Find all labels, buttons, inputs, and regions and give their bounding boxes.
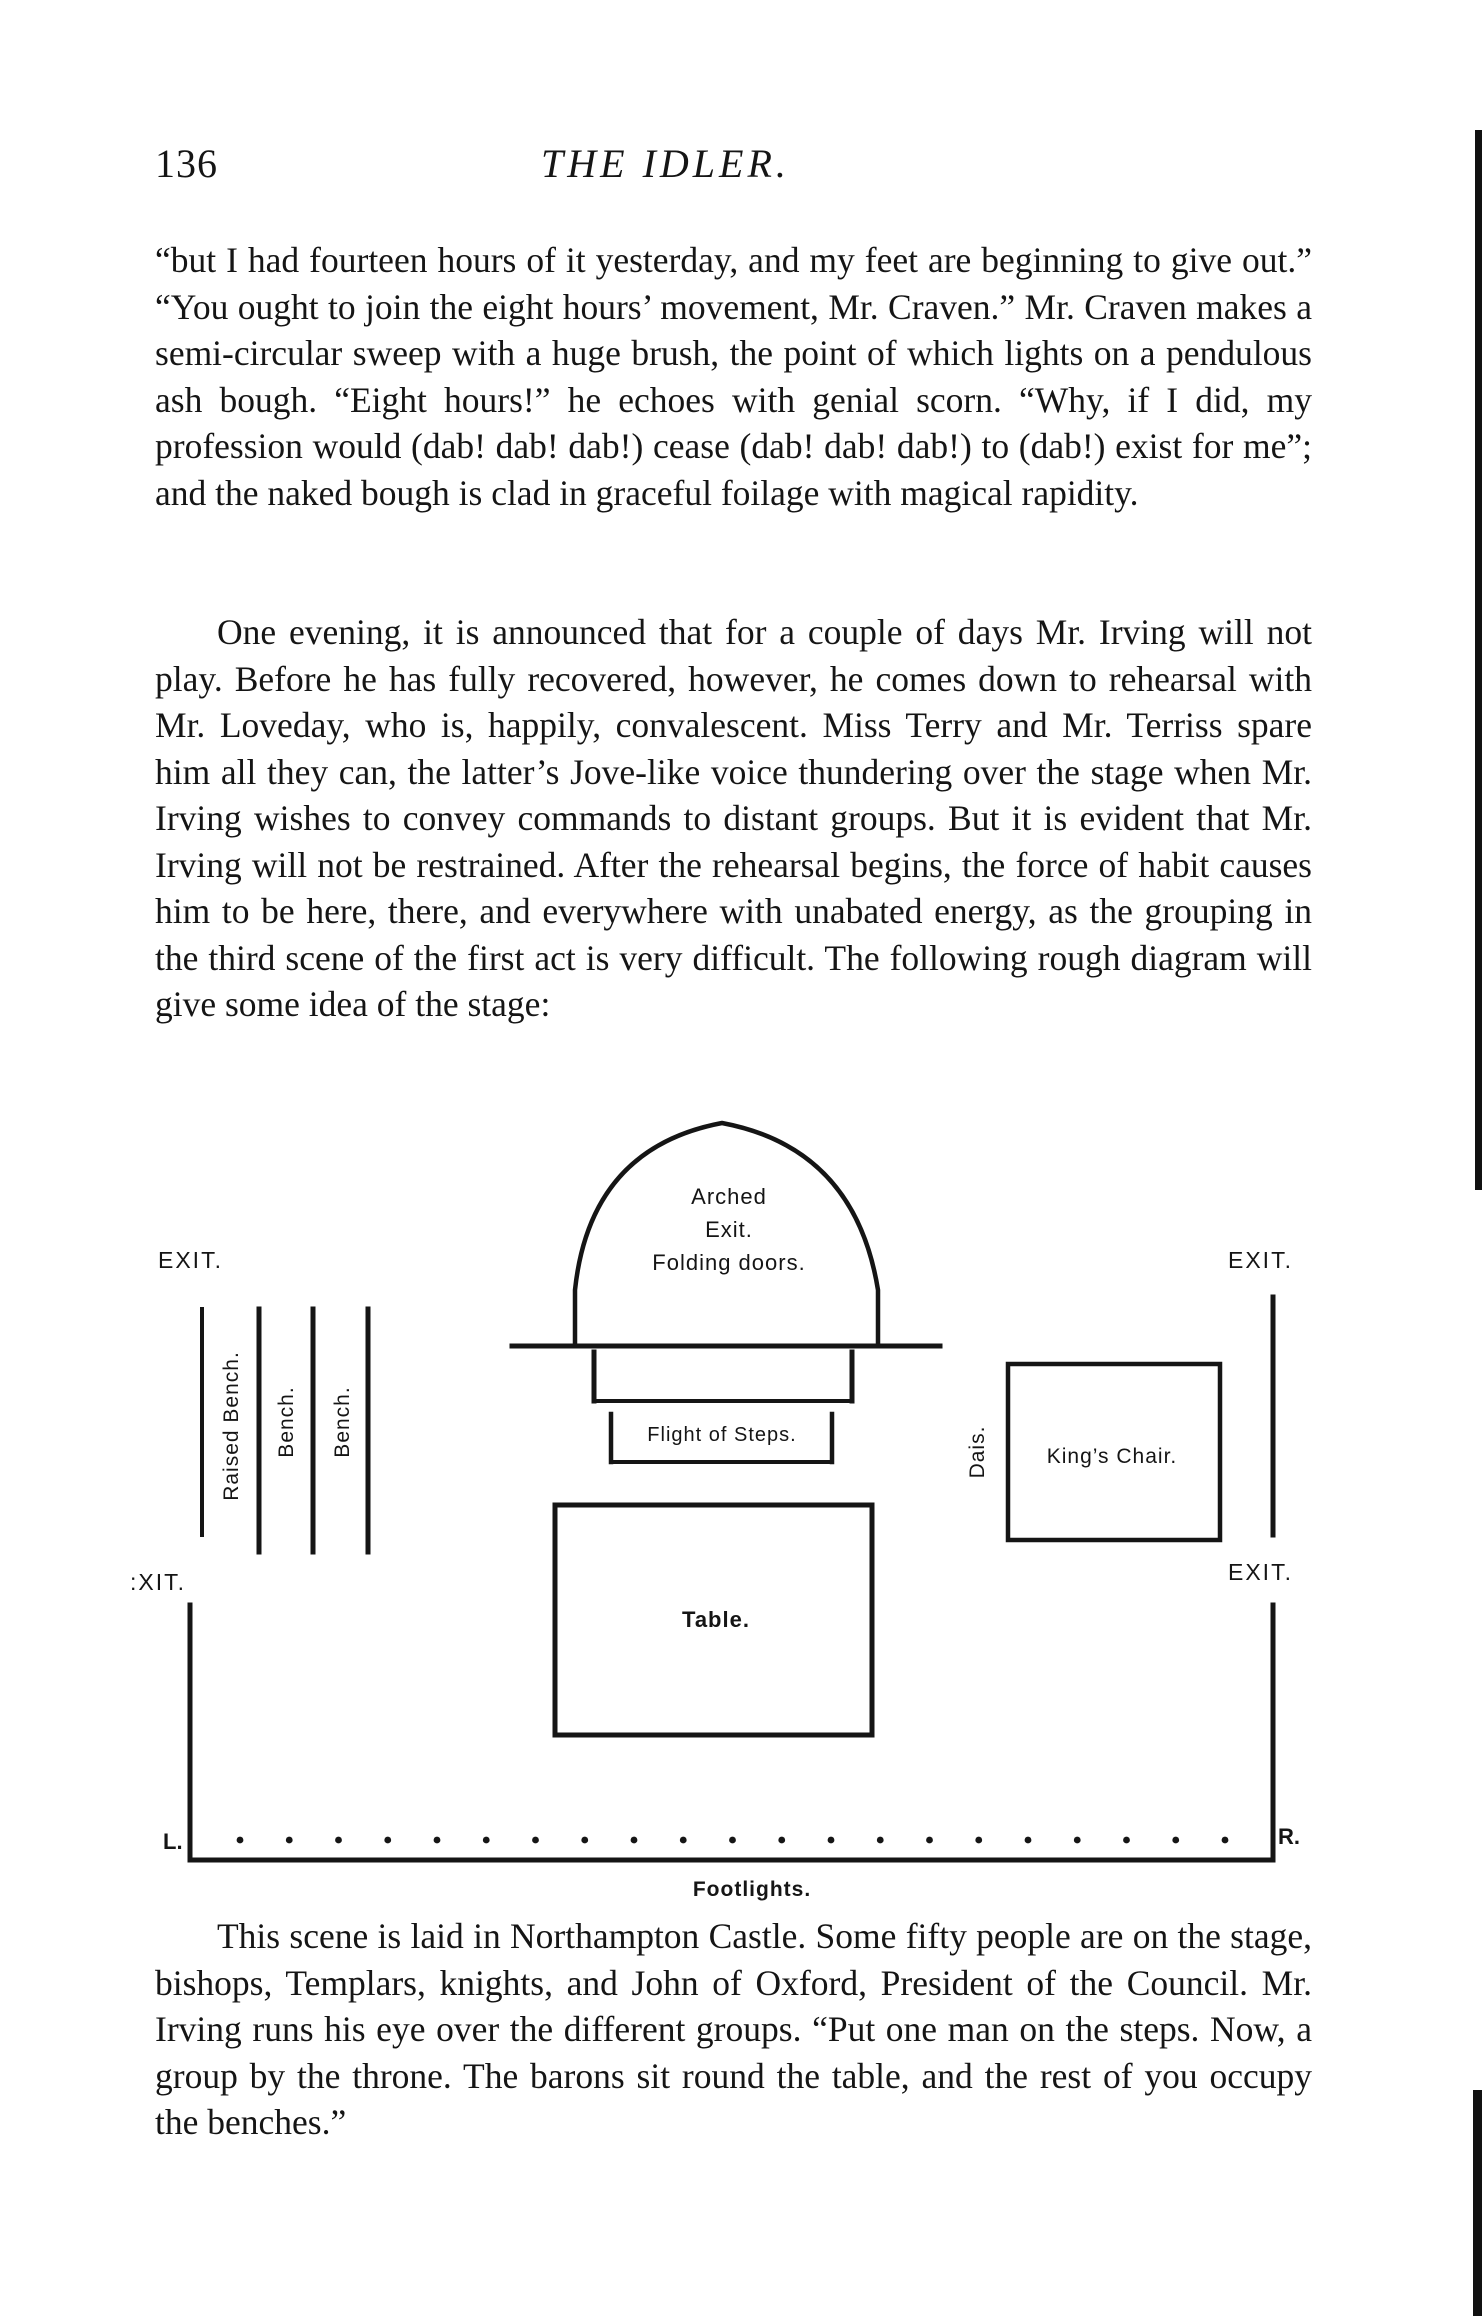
footlight-dot [778, 1837, 785, 1844]
journal-title: THE IDLER. [541, 141, 790, 186]
footlight-dot [1025, 1837, 1032, 1844]
steps-label: Flight of Steps. [647, 1424, 797, 1446]
exit-top-left: EXIT. [158, 1247, 223, 1273]
bench-1-label: Bench. [275, 1386, 298, 1458]
footlight-dot [286, 1837, 293, 1844]
arched-exit-label-2: Exit. [705, 1217, 753, 1242]
footlight-dot [975, 1837, 982, 1844]
footlight-dot [1074, 1837, 1081, 1844]
footlight-dot [532, 1837, 539, 1844]
arched-exit-label-3: Folding doors. [652, 1250, 806, 1275]
arched-exit-label-1: Arched [691, 1184, 767, 1209]
kings-chair-label: King’s Chair. [1046, 1445, 1178, 1468]
footlight-dot [581, 1837, 588, 1844]
table-label: Table. [682, 1607, 750, 1632]
raised-bench-label: Raised Bench. [220, 1351, 243, 1501]
paragraph-2: One evening, it is announced that for a couple of days Mr. Irving will not play. Before he has fully recovered, however, he comes down to rehearsal with Mr. Loveday, who is, happily, convalescent. Miss Terry and Mr. Terriss spare him all they can, the latter’s Jove-like voice thundering over the stage when Mr. Irving wishes to convey commands to distant groups. But it is evident that Mr. Irving will not be restrained. After the rehearsal begins, the force of habit causes him to be here, there, and everywhere with unabated energy, as the grouping in the third scene of the first act is very difficult. The following rough diagram will give some idea of the stage: [155, 612, 1312, 1024]
paragraph-3: This scene is laid in Northampton Castle. Some fifty people are on the stage, bishops, Templars, knights, and John of Oxford, President of the Council. Mr. Irving runs his eye over the different groups. “Put one man on the steps. Now, a group by the throne. The barons sit round the table, and the rest of you occupy the benches.” [155, 1916, 1312, 2142]
footlight-dots [237, 1837, 1229, 1844]
table-outline [555, 1505, 872, 1735]
paragraph-1: “but I had fourteen hours of it yesterday, and my feet are beginning to give out.” “You ought to join the eight hours’ movement, Mr. Craven.” Mr. Craven makes a semi-circular sweep with a huge brush, the point of which lights on a pendulous ash bough. “Eight hours!” he echoes with genial scorn. “Why, if I did, my profession would (dab! dab! dab!) cease (dab! dab! dab!) to (dab!) exist for me”; and the naked bough is clad in graceful foilage with magical rapidity. [155, 240, 1312, 513]
scan-edge-bottom [1473, 2090, 1482, 2316]
exit-mid-right: EXIT. [1228, 1559, 1293, 1585]
scan-edge-top [1475, 130, 1482, 1190]
running-head [155, 140, 1315, 200]
footlight-dot [335, 1837, 342, 1844]
footlight-dot [828, 1837, 835, 1844]
arched-exit-outline [575, 1123, 878, 1345]
exit-top-right: EXIT. [1228, 1247, 1293, 1273]
footlight-dot [237, 1837, 244, 1844]
footlight-dot [434, 1837, 441, 1844]
footlight-dot [1222, 1837, 1229, 1844]
footlight-dot [631, 1837, 638, 1844]
footlight-dot [483, 1837, 490, 1844]
left-mark: L. [163, 1829, 183, 1854]
footlight-dot [729, 1837, 736, 1844]
footlight-dot [680, 1837, 687, 1844]
kings-chair-outline [1008, 1364, 1220, 1540]
dais-label: Dais. [966, 1425, 989, 1479]
right-mark: R. [1278, 1824, 1300, 1849]
footlight-dot [384, 1837, 391, 1844]
page-number: 136 [155, 141, 218, 186]
footlight-dot [926, 1837, 933, 1844]
exit-mid-left: :XIT. [130, 1569, 187, 1595]
bench-2-label: Bench. [331, 1386, 354, 1458]
footlight-dot [877, 1837, 884, 1844]
footlight-dot [1172, 1837, 1179, 1844]
footlight-dot [1123, 1837, 1130, 1844]
footlights-label: Footlights. [692, 1878, 812, 1901]
